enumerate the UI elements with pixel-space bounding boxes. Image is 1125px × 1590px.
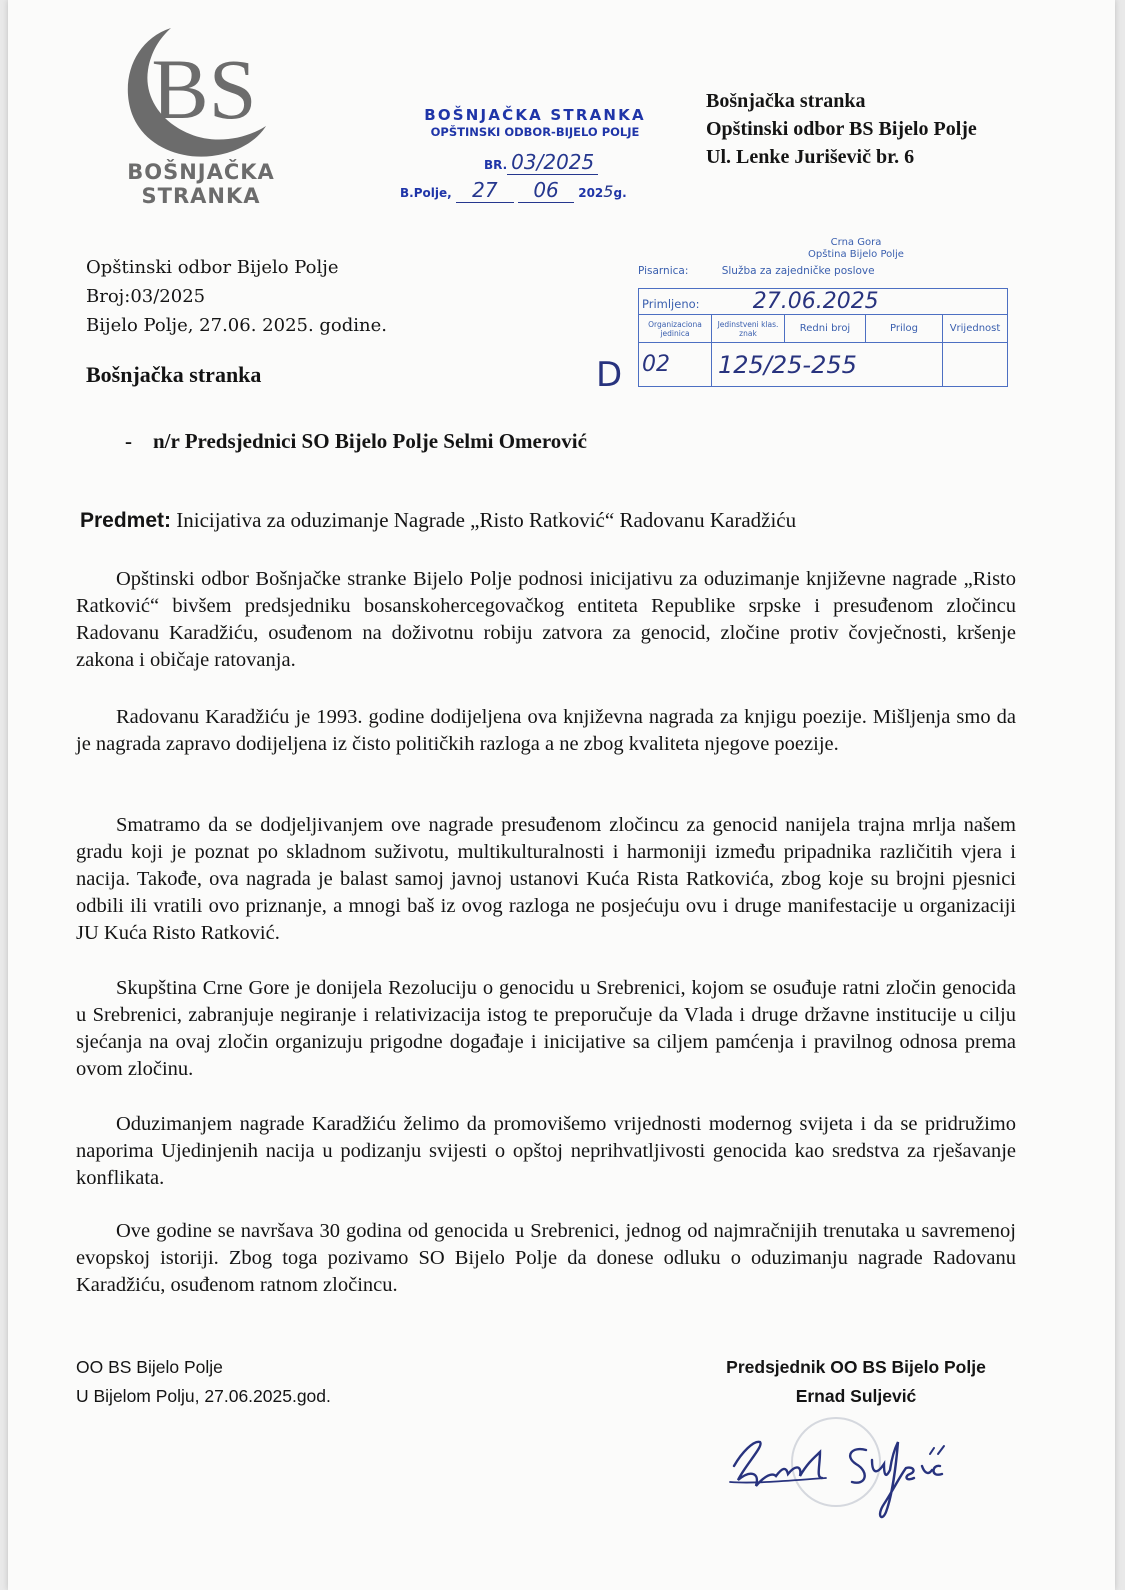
- receipt-col-org: Organizaciona jedinica: [639, 315, 712, 343]
- registry-date: [400, 178, 627, 203]
- signature-icon: [716, 1416, 1016, 1536]
- receipt-col-value: Vrijednost: [943, 315, 1008, 343]
- footer-right-line2: Ernad Suljević: [795, 1386, 917, 1406]
- footer-left-line1: OO BS Bijelo Polje: [76, 1357, 223, 1377]
- registry-number: [484, 150, 598, 174]
- addressee-dash: -: [125, 429, 132, 453]
- registry-year-end: g.: [613, 186, 627, 200]
- receipt-stamp: [630, 237, 1022, 379]
- receipt-received-label: Primljeno:: [642, 297, 700, 311]
- logo-name-line1: BOŠNJAČKA: [127, 160, 275, 184]
- receipt-table: [638, 288, 1008, 387]
- receipt-received-row: [639, 289, 1008, 315]
- sender-line3: Bijelo Polje, 27.06. 2025. godine.: [86, 315, 388, 336]
- registry-year-prefix: 202: [578, 186, 604, 200]
- registry-month: 06: [518, 178, 574, 203]
- registry-year-suffix: 5: [603, 182, 614, 201]
- header-address: [706, 87, 977, 171]
- body-paragraph: Skupština Crne Gore je donijela Rezoluciju o genocidu u Srebrenici, kojom se osuđuje ratni zločin genocida u Srebrenici, zabranjuje negiranje i relativizacija istog te preporučuje da Vlada i druge državne institucije u cilju sjećanja na ovaj zločin organizuju prigodne događaje i inicijative sa ciljem pamćenja i pravilnog odnosa prema ovom zločinu.: [76, 977, 1016, 1080]
- body-paragraph: Smatramo da se dodjeljivanjem ove nagrade presuđenom zločincu za genocid nanijela trajna mrlja našem gradu koji je poznat po skladnom suživotu, multikulturalnosti i harmoniji između pripadnika različitih vjera i nacija. Takođe, ova nagrada je balast samoj javnoj ustanovi Kuća Rista Ratkovića, zbog koje su brojni pjesnici odbili ili vratili ovo priznanje, a mnogi baš iz ovog razloga ne posjećuju ovu i druge manifestacije u organizaciji JU Kuća Risto Ratković.: [76, 814, 1016, 944]
- sender-block: [86, 253, 387, 340]
- receipt-pisarnica-label: Pisarnica:: [638, 265, 689, 277]
- sender-line1: Opštinski odbor Bijelo Polje: [86, 257, 339, 278]
- body-paragraph: Opštinski odbor Bošnjačke stranke Bijelo Polje podnosi inicijativu za oduzimanje književne nagrade „Risto Ratković“ bivšem predsjedniku bosanskohercegovačkog entiteta Republike srpske i presuđenom zločincu Radovanu Karadžiću, osuđenom na doživotnu robiju zatvora za genocid, zločine protiv čovječnosti, kršenje zakona i običaje ratovanja.: [76, 568, 1016, 671]
- party-logo: [116, 18, 286, 213]
- document-page: [8, 0, 1115, 1590]
- receipt-handwritten-mark: D: [596, 355, 623, 395]
- footer-left-line2: U Bijelom Polju, 27.06.2025.god.: [76, 1386, 331, 1406]
- receipt-received-value: 27.06.2025: [752, 289, 879, 314]
- subject-label: Predmet:: [80, 509, 172, 532]
- header-address-line1: Bošnjačka stranka: [706, 90, 866, 112]
- registry-place-label: B.Polje,: [400, 186, 452, 200]
- registry-stamp-line2: OPŠTINSKI ODBOR-BIJELO POLJE: [430, 125, 640, 139]
- subject-line: [80, 508, 796, 533]
- logo-name-line2: STRANKA: [141, 184, 261, 208]
- receipt-country: Crna Gora: [830, 237, 882, 248]
- organization-heading: Bošnjačka stranka: [86, 362, 262, 387]
- footer-right: [706, 1353, 1006, 1411]
- signature: [716, 1416, 1016, 1536]
- registry-stamp: [400, 106, 670, 202]
- registry-number-label: BR.: [484, 158, 508, 172]
- header-address-line2: Opštinski odbor BS Bijelo Polje: [706, 118, 977, 140]
- receipt-code-value: 125/25-255: [712, 343, 943, 387]
- body-paragraph: Radovanu Karadžiću je 1993. godine dodijeljena ova književna nagrada za knjigu poezije. Mišljenja smo da je nagrada zapravo dodijeljena iz čisto političkih razloga a ne zbog kvaliteta njegove poezije.: [76, 706, 1016, 755]
- body-paragraph: Ove godine se navršava 30 godina od genocida u Srebrenici, jednog od najmračnijih trenutaka u savremenoj evopskoj istoriji. Zbog toga pozivamo SO Bijelo Polje da donese odluku o oduzimanju nagrade Radovanu Karadžiću, osuđenom ratnom zločincu.: [76, 1220, 1016, 1296]
- sender-line2: Broj:03/2025: [86, 286, 206, 307]
- addressee-text: n/r Predsjednici SO Bijelo Polje Selmi Omerović: [153, 429, 587, 453]
- receipt-pisarnica: [638, 265, 875, 277]
- header-address-line3: Ul. Lenke Juriševič br. 6: [706, 146, 915, 168]
- addressee-line: [125, 429, 587, 454]
- receipt-col-unit: Jedinstveni klas. znak: [712, 315, 785, 343]
- bs-monogram-icon: [116, 18, 286, 168]
- registry-number-value: 03/2025: [507, 150, 598, 175]
- receipt-org-value: 02: [639, 343, 712, 387]
- footer-left: [76, 1353, 331, 1411]
- receipt-municipality: Opština Bijelo Polje: [808, 249, 904, 260]
- receipt-service: Služba za zajedničke poslove: [721, 265, 875, 277]
- registry-stamp-line1: BOŠNJAČKA STRANKA: [424, 106, 646, 124]
- footer-right-line1: Predsjednik OO BS Bijelo Polje: [726, 1357, 986, 1377]
- logo-monogram: BS: [151, 41, 257, 137]
- receipt-value-cell: [943, 343, 1008, 387]
- body-paragraph: Oduzimanjem nagrade Karadžiću želimo da promovišemo vrijednosti modernog svijeta i da se pridružimo naporima Ujedinjenih nacija u podizanju svijesti o opštoj neprihvatljivosti genocida kao sredstva za rješavanje konflikata.: [76, 1113, 1016, 1189]
- receipt-col-attachment: Prilog: [866, 315, 943, 343]
- receipt-col-number: Redni broj: [785, 315, 866, 343]
- subject-text: Inicijativa za oduzimanje Nagrade „Risto Ratković“ Radovanu Karadžiću: [176, 508, 797, 532]
- registry-day: 27: [456, 178, 514, 203]
